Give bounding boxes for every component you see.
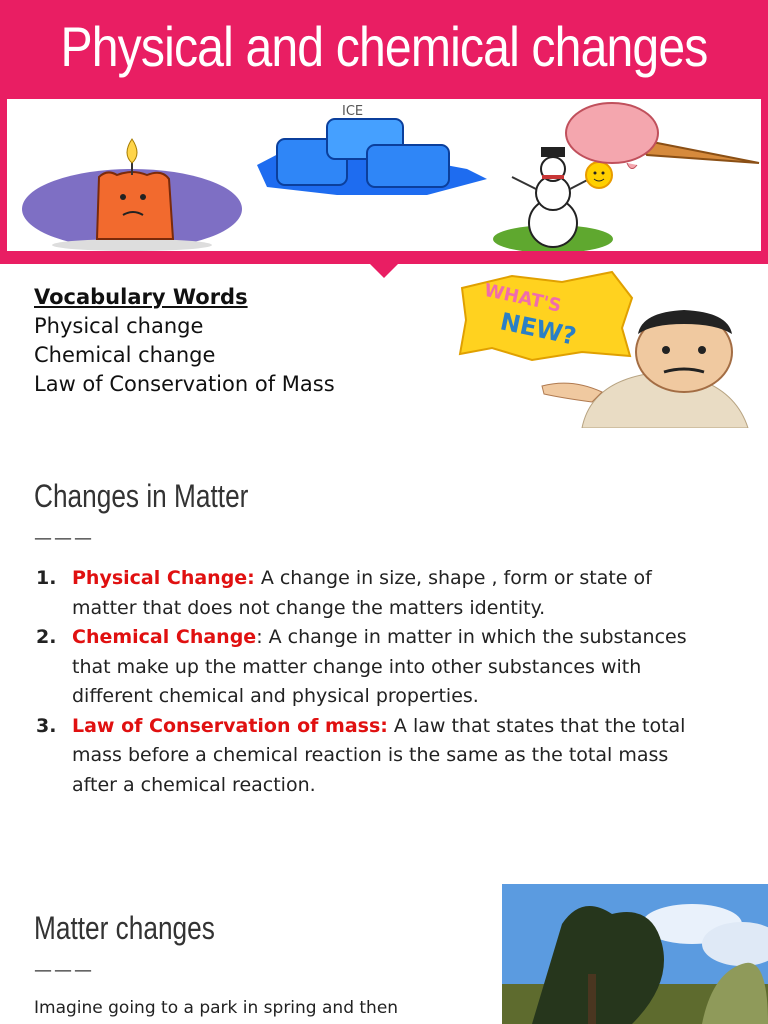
ice-cubes-icon: [257, 104, 487, 195]
section-title-matter: Matter changes: [34, 910, 215, 946]
header-pointer: [368, 262, 400, 278]
whats-new-graphic: [452, 268, 752, 428]
section-title-changes: Changes in Matter: [34, 478, 249, 514]
section-divider: ———: [34, 528, 94, 549]
list-item: [36, 564, 716, 623]
vocab-word: Chemical change: [34, 343, 216, 367]
svg-text:NEW?: NEW?: [497, 307, 579, 351]
vocab-heading: Vocabulary Words: [34, 285, 248, 309]
svg-text:WHAT'S: WHAT'S: [482, 279, 564, 317]
list-item: [36, 712, 716, 801]
list-number: 3.: [36, 714, 57, 737]
vocab-word: Physical change: [34, 314, 204, 338]
term-conservation-of-mass: Law of Conservation of mass:: [72, 714, 388, 737]
definition-text: A change in size, shape , form or state of matter that does not change the matters identity.: [72, 567, 652, 619]
intro-paragraph: Imagine going to a park in spring and then: [34, 998, 399, 1018]
starburst-icon: [460, 272, 632, 360]
vocab-word: Law of Conservation of Mass: [34, 372, 335, 396]
svg-text:ICE: ICE: [342, 104, 364, 119]
ice-cream-cone-icon: [566, 103, 759, 169]
tree-photo: [502, 884, 768, 1024]
list-number: 1.: [36, 567, 57, 589]
term-physical-change: Physical Change:: [72, 567, 255, 589]
page-title: Physical and chemical changes: [60, 15, 708, 78]
header-banner: [0, 0, 768, 264]
list-number: 2.: [36, 626, 57, 648]
list-item: [36, 623, 716, 712]
section-divider: ———: [34, 960, 94, 981]
sun-icon: [586, 162, 612, 188]
definition-text: : A change in matter in which the substances that make up the matter change into other substances with different chemical and physical properties.: [72, 626, 687, 707]
melting-candle-icon: [22, 139, 242, 251]
vocabulary-list: [34, 283, 335, 399]
definition-text: A law that states that the total mass before a chemical reaction is the same as the total mass after a chemical reaction.: [72, 714, 686, 796]
definitions-list: [36, 564, 716, 800]
term-chemical-change: Chemical Change: [72, 626, 257, 648]
illustration-strip: [7, 99, 761, 251]
